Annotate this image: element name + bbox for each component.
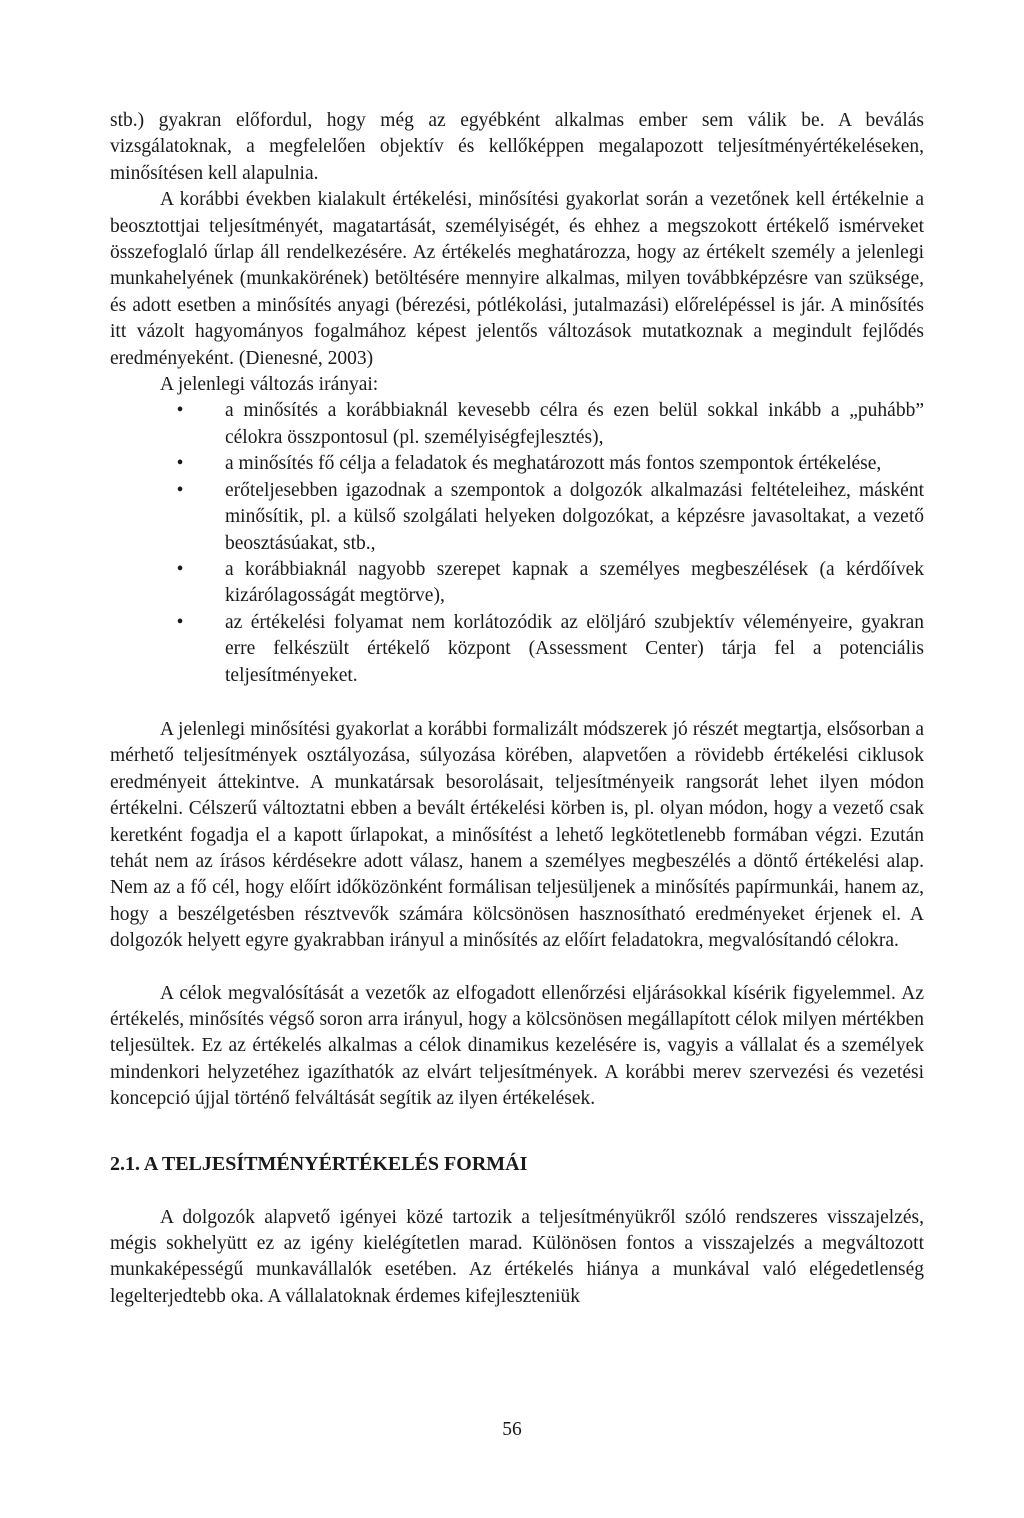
list-item-text: a minősítés a korábbiaknál kevesebb célra és ezen belül sokkal inkább a „puhább” célokra összpontosul (pl. személyiségfejlesztés), (225, 400, 924, 448)
list-item-text: az értékelési folyamat nem korlátozódik az elöljáró szubjektív véleményeire, gyakran erre felkészült értékelő központ (Assessment Center) tárja fel a potenciális teljesítményeket. (225, 611, 924, 686)
change-directions-list (110, 398, 924, 688)
paragraph-4: A célok megvalósítását a vezetők az elfogadott ellenőrzési eljárásokkal kísérik figyelemmel. Az értékelés, minősítés végső soron arra irányul, hogy a kölcsönösen megállapított célok milyen mértékben teljesültek. Ez az értékelés alkalmas a célok dinamikus kezelésére is, vagyis a vállalat és a személyek mindenkori helyzetéhez igazíthatók az elvárt teljesítmények. A korábbi merev szervezési és vezetési koncepció újjal történő felváltását segítik az ilyen értékelések. (110, 982, 924, 1110)
paragraph-2: A korábbi években kialakult értékelési, minősítési gyakorlat során a vezetőnek kell értékelnie a beosztottjai teljesítményét, magatartását, személyiségét, és ehhez a megszokott értékelő ismérveket összefoglaló űrlap áll rendelkezésére. Az értékelés meghatározza, hogy az értékelt személy a jelenlegi munkahelyének (munkakörének) betöltésére mennyire alkalmas, milyen továbbképzésre van szüksége, és adott esetben a minősítés anyagi (bérezési, pótlékolási, jutalmazási) előrelépéssel is jár. A minősítés itt vázolt hagyományos fogalmához képest jelentős változások mutatkoznak a megindult fejlődés eredményeként. (Dienesné, 2003) (110, 189, 924, 369)
paragraph-5: A dolgozók alapvető igényei közé tartozik a teljesítményükről szóló rendszeres visszajelzés, mégis sokhelyütt ez az igény kielégítetlen marad. Különösen fontos a visszajelzés a megváltozott munkaképességű munkavállalók esetében. Az értékelés hiánya a munkával való elégedetlenség legelterjedtebb oka. A vállalatoknak érdemes kifejleszteniük (110, 1206, 924, 1307)
paragraph-1: stb.) gyakran előfordul, hogy még az egyébként alkalmas ember sem válik be. A beválás vizsgálatoknak, a megfelelően objektív és kellőképpen megalapozott teljesítményértékeléseken, minősítésen kell alapulnia. (110, 110, 924, 184)
list-intro: A jelenlegi változás irányai: (160, 374, 379, 396)
list-item-text: erőteljesebben igazodnak a szempontok a dolgozók alkalmazási feltételeihez, másként minősítik, pl. a külső szolgálati helyeken dolgozókat, a képzésre javasoltakat, a vezető beosztásúakat, stb., (225, 479, 924, 554)
page-number: 56 (502, 1419, 522, 1440)
list-item (110, 478, 924, 557)
section-heading: 2.1. A TELJESÍTMÉNYÉRTÉKELÉS FORMÁI (110, 1152, 528, 1175)
bullet-icon: • (176, 453, 184, 475)
list-item-text: a minősítés fő célja a feladatok és meghatározott más fontos szempontok értékelése, (225, 453, 882, 475)
list-item (110, 610, 924, 689)
list-item (110, 451, 924, 477)
list-item (110, 557, 924, 610)
bullet-icon: • (176, 611, 184, 633)
list-item-text: a korábbiaknál nagyobb szerepet kapnak a személyes megbeszélések (a kérdőívek kizárólagosságát megtörve), (225, 558, 924, 607)
page-body (110, 108, 924, 1310)
bullet-icon: • (176, 400, 184, 422)
bullet-icon: • (176, 479, 184, 501)
bullet-icon: • (176, 558, 184, 580)
paragraph-3: A jelenlegi minősítési gyakorlat a korábbi formalizált módszerek jó részét megtartja, elsősorban a mérhető teljesítmények osztályozása, súlyozása körében, alapvetően a rövidebb értékelési ciklusok eredményeit áttekintve. A munkatársak besorolásait, teljesítményeik rangsorát lehet ilyen módon értékelni. Célszerű változtatni ebben a bevált értékelési körben is, pl. olyan módon, hogy a vezető csak keretként fogadja el a kapott űrlapokat, a minősítést a lehető legkötetlenebb formában végzi. Ezután tehát nem az írásos kérdésekre adott válasz, hanem a személyes megbeszélés a döntő értékelési alap. Nem az a fő cél, hogy előírt időközönként formálisan teljesüljenek a minősítés papírmunkái, hanem az, hogy a beszélgetésben résztvevők számára kölcsönösen hasznosítható eredményeket érjenek el. A dolgozók helyett egyre gyakrabban irányul a minősítés az előírt feladatokra, megvalósítandó célokra. (110, 718, 924, 952)
list-item (110, 398, 924, 451)
